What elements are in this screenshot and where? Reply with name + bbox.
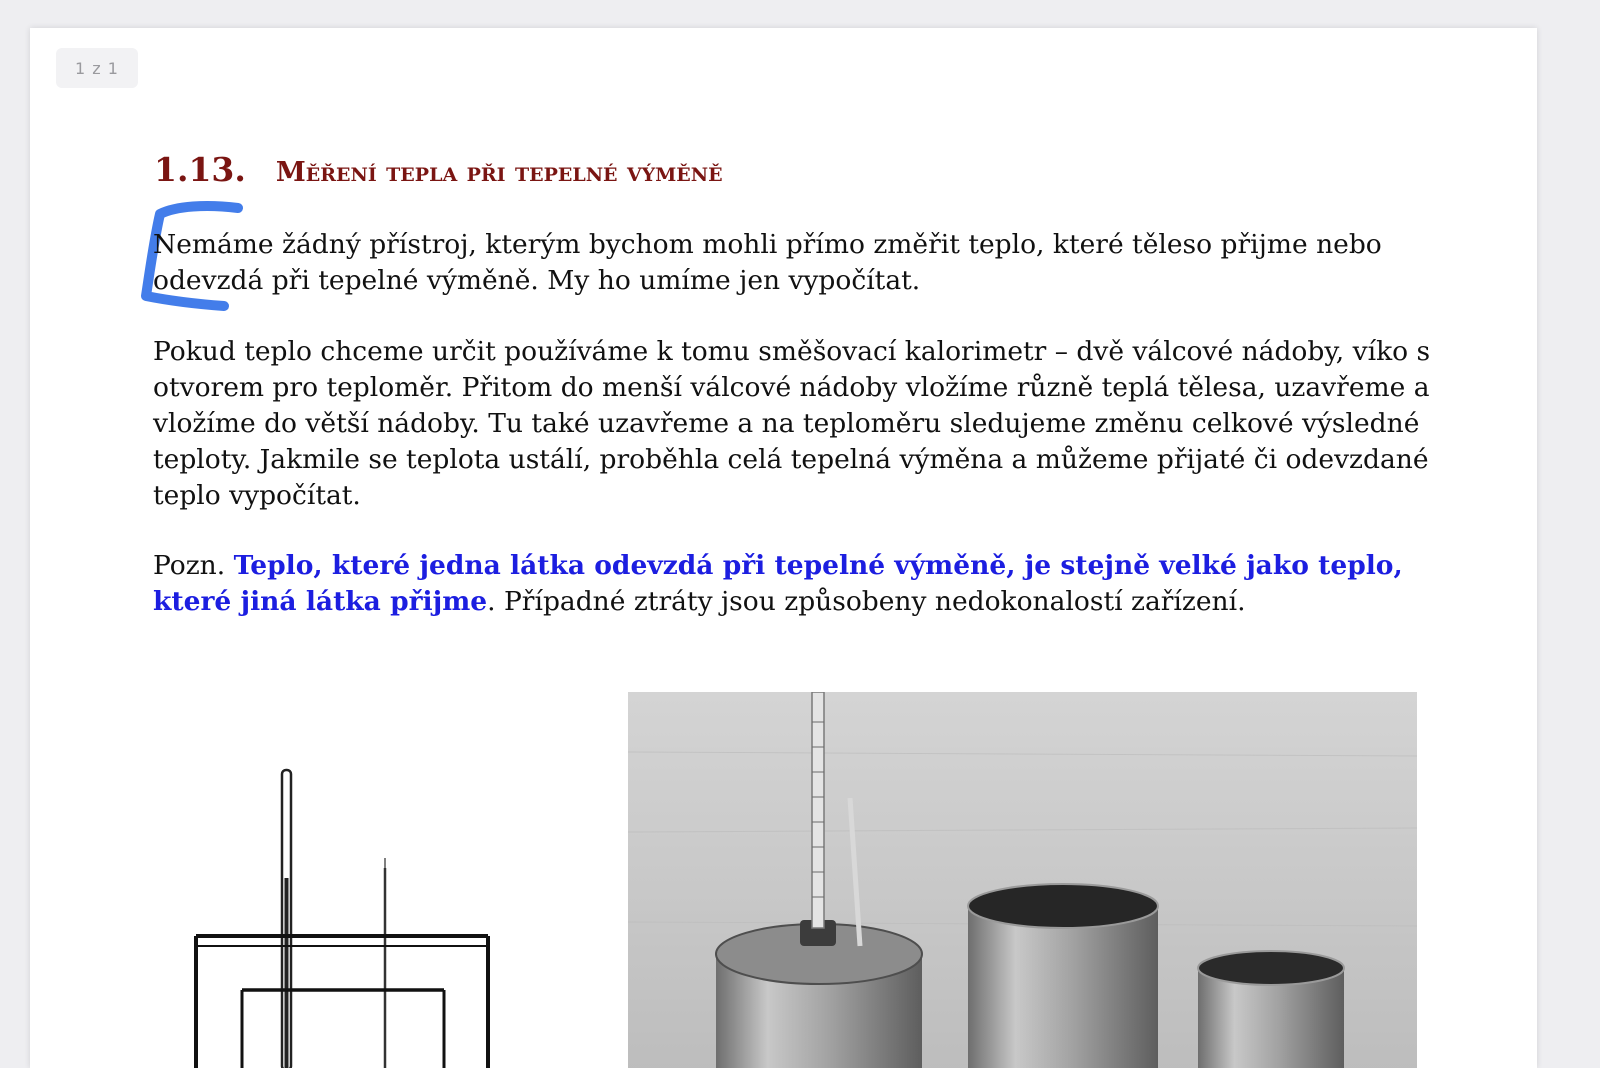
page-indicator: 1 z 1 — [56, 48, 138, 88]
section-heading — [154, 150, 723, 189]
section-title: Měření tepla při tepelné výměně — [275, 157, 723, 188]
note-paragraph — [153, 548, 1443, 620]
note-emphasis: Teplo, které jedna látka odevzdá při tepelné výměně, je stejně velké jako teplo, které jiná látka přijme — [153, 550, 1403, 617]
note-prefix: Pozn. — [153, 550, 226, 581]
calorimeter-photo — [628, 692, 1417, 1068]
document-page — [30, 28, 1537, 1068]
section-number: 1.13. — [154, 150, 246, 189]
calorimeter-diagram — [180, 758, 560, 1068]
note-rest: . Případné ztráty jsou způsobeny nedokonalostí zařízení. — [487, 586, 1246, 617]
intro-paragraph: Nemáme žádný přístroj, kterým bychom mohli přímo změřit teplo, které těleso přijme nebo odevzdá při tepelné výměně. My ho umíme jen vypočítat. — [153, 229, 1382, 296]
calorimeter-paragraph: Pokud teplo chceme určit používáme k tomu směšovací kalorimetr – dvě válcové nádoby, víko s otvorem pro teploměr. Přitom do menší válcové nádoby vložíme různě teplá tělesa, uzavřeme a vložíme do větší nádoby. Tu také uzavřeme a na teploměru sledujeme změnu celkové výsledné teploty. Jakmile se teplota ustálí, proběhla celá tepelná výměna a můžeme přijaté či odevzdané teplo vypočítat. — [153, 336, 1431, 511]
